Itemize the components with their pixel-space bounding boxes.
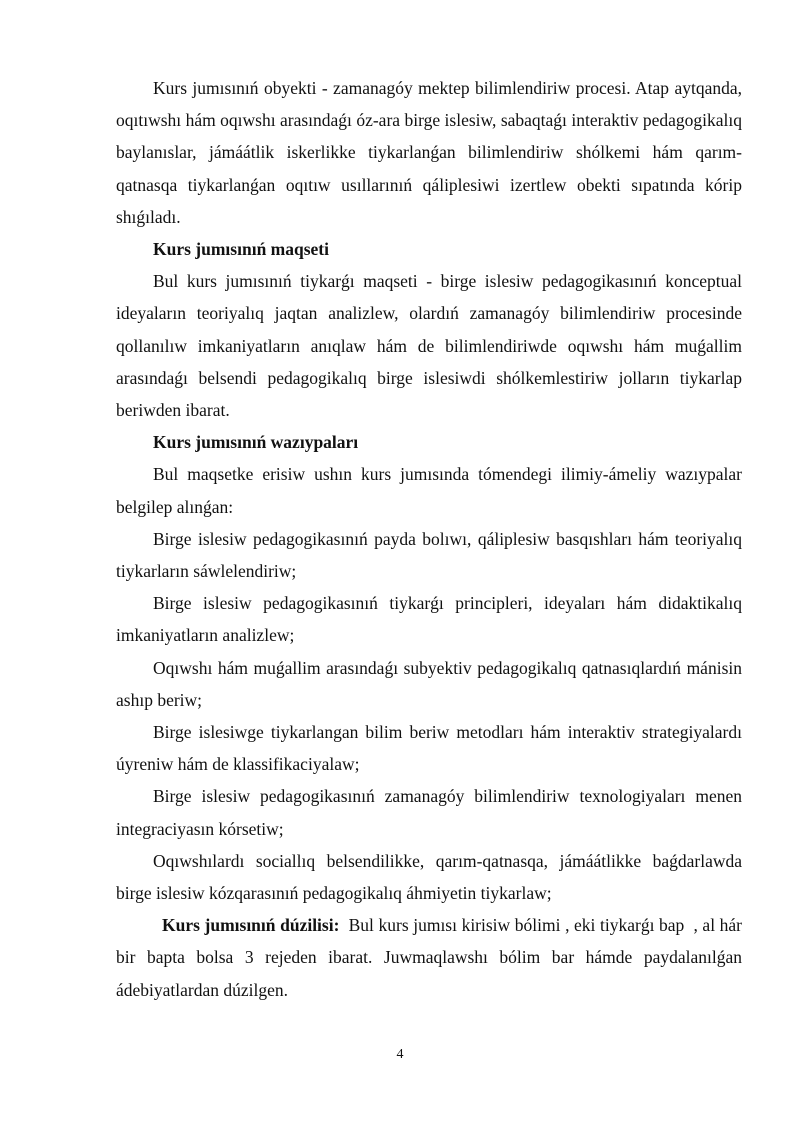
task-item: Birge islesiwge tiykarlangan bilim beriw metodları hám interaktiv strategiyalardı úyreniw hám de klassifikaciyalaw; [116,722,742,775]
paragraph-object: Kurs jumısınıń obyekti - zamanagóy mektep bilimlendiriw procesi. Atap aytqanda, oqıtıwshı hám oqıwshı arasındaǵı óz-ara birge islesiw, sabaqtaǵı interaktiv pedagogikalıq baylanıslar, jámáátlik iskerlikke tiykarlanǵan bilimlendiriw shólkemi hám qarım-qatnasqa tiykarlanǵan oqıtıw usıllarınıń qáliplesiwi izertlew obekti sıpatında kórip shıǵıladı. [116,78,742,227]
task-item: Oqıwshı hám muǵallim arasındaǵı subyektiv pedagogikalıq qatnasıqlardıń mánisin ashıp beriw; [116,657,742,710]
heading-tasks: Kurs jumısınıń wazıypaları [153,432,359,453]
paragraph-goal: Bul kurs jumısınıń tiykarǵı maqseti - birge islesiw pedagogikasınıń konceptual ideyaların teoriyalıq jaqtan analizlew, olardıń zamanagóy bilimlendiriw procesinde qollanılıw imkaniyatların anıqlaw hám de bilimlendiriwde oqıwshı hám muǵallim arasındaǵı belsendi pedagogikalıq birge islesiwdi shólkemlestiriw jolların tiykarlap beriwden ibarat. [116,271,742,421]
page-content [116,72,747,1006]
task-item: Birge islesiw pedagogikasınıń payda bolıwı, qáliplesiw basqıshları hám teoriyalıq tiykarların sáwlelendiriw; [116,528,742,582]
page-number: 4 [396,1047,404,1062]
task-item: Birge islesiw pedagogikasınıń tiykarǵı principleri, ideyaları hám didaktikalıq imkaniyatların analizlew; [116,593,742,646]
task-item: Oqıwshılardı sociallıq belsendilikke, qarım-qatnasqa, jámáátlikke baǵdarlawda birge islesiw kózqarasınıń pedagogikalıq áhmiyetin tiykarlaw; [116,850,742,904]
structure-label: Kurs jumısınıń dúzilisi: [162,915,340,936]
paragraph-structure [116,909,747,1006]
paragraph-tasks-intro: Bul maqsetke erisiw ushın kurs jumısında tómendegi ilimiy-ámeliy wazıypalar belgilep alınǵan: [116,464,742,517]
task-item: Birge islesiw pedagogikasınıń zamanagóy bilimlendiriw texnologiyaları menen integraciyasın kórsetiw; [116,786,742,839]
structure-text: Bul kurs jumısı kirisiw bólimi , eki tiykarǵı bap , al hár bir bapta bolsa 3 rejeden ibarat. Juwmaqlawshı bólim bar hámde paydalanılǵan ádebiyatlardan dúzilgen. [116,915,747,1000]
heading-goal: Kurs jumısınıń maqseti [153,239,329,260]
